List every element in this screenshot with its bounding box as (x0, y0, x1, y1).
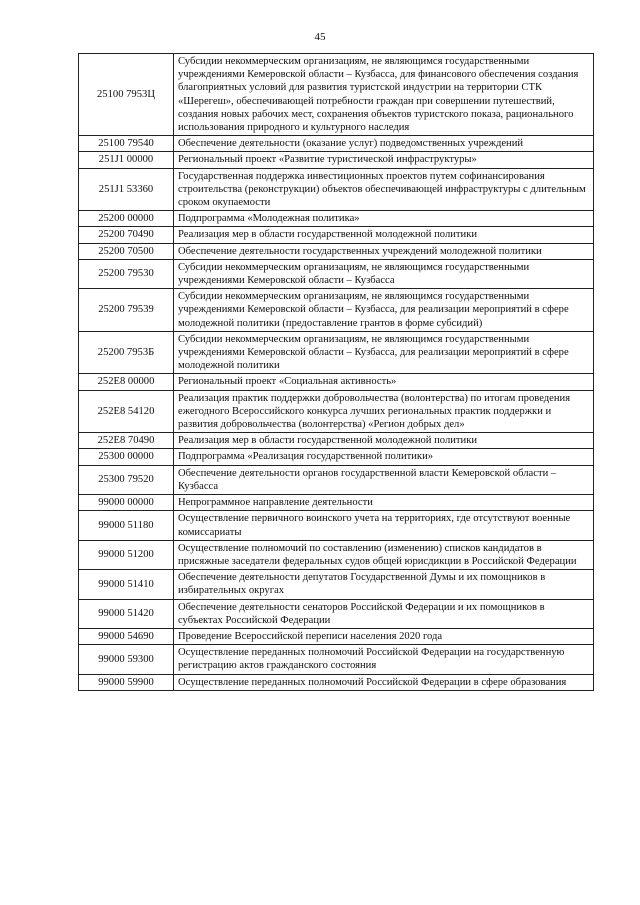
table-row (79, 54, 594, 136)
row-description: Региональный проект «Развитие туристической инфраструктуры» (174, 152, 594, 168)
row-code: 251J1 53360 (79, 168, 174, 211)
row-description: Осуществление полномочий по составлению (изменению) списков кандидатов в присяжные заседатели федеральных судов общей юрисдикции в Российской Федерации (174, 540, 594, 569)
budget-classification-table (78, 53, 594, 691)
row-description: Осуществление переданных полномочий Российской Федерации в сфере образования (174, 674, 594, 690)
row-description: Субсидии некоммерческим организациям, не являющимся государственными учреждениями Кемеровской области – Кузбасса, для реализации мероприятий в сфере молодежной политики (предоставление грантов в форме субсидий) (174, 289, 594, 332)
row-code: 99000 51200 (79, 540, 174, 569)
table-row (79, 227, 594, 243)
table-row (79, 152, 594, 168)
table-row (79, 645, 594, 674)
table-row (79, 599, 594, 628)
row-description: Осуществление переданных полномочий Российской Федерации на государственную регистрацию актов гражданского состояния (174, 645, 594, 674)
row-description: Субсидии некоммерческим организациям, не являющимся государственными учреждениями Кемеровской области – Кузбасса (174, 259, 594, 288)
row-code: 25200 79530 (79, 259, 174, 288)
table-row (79, 465, 594, 494)
table-row (79, 570, 594, 599)
table-row (79, 390, 594, 433)
row-code: 99000 54690 (79, 628, 174, 644)
table-row (79, 136, 594, 152)
row-code: 25200 7953Б (79, 331, 174, 374)
row-code: 99000 51180 (79, 511, 174, 540)
row-description: Субсидии некоммерческим организациям, не являющимся государственными учреждениями Кемеровской области – Кузбасса, для реализации мероприятий в сфере молодежной политики (174, 331, 594, 374)
row-description: Обеспечение деятельности депутатов Государственной Думы и их помощников в избирательных округах (174, 570, 594, 599)
row-code: 25100 79540 (79, 136, 174, 152)
table-row (79, 211, 594, 227)
table-row (79, 289, 594, 332)
row-code: 25100 7953Ц (79, 54, 174, 136)
row-description: Проведение Всероссийской переписи населения 2020 года (174, 628, 594, 644)
row-code: 251J1 00000 (79, 152, 174, 168)
row-description: Субсидии некоммерческим организациям, не являющимся государственными учреждениями Кемеровской области – Кузбасса, для финансового обеспечения создания благоприятных условий для развития туристской индустрии на территории СТК «Шерегеш», обеспечивающей потребности граждан при совершении путешествий, создания новых рабочих мест, сохранения объектов туристского показа, рационального использования природного и культурного наследия (174, 54, 594, 136)
table-row (79, 168, 594, 211)
row-description: Обеспечение деятельности государственных учреждений молодежной политики (174, 243, 594, 259)
row-description: Региональный проект «Социальная активность» (174, 374, 594, 390)
row-code: 25200 79539 (79, 289, 174, 332)
row-description: Реализация практик поддержки добровольчества (волонтерства) по итогам проведения ежегодного Всероссийского конкурса лучших региональных практик поддержки и развития добровольчества (волонтерства) «Регион добрых дел» (174, 390, 594, 433)
row-code: 99000 59900 (79, 674, 174, 690)
row-code: 99000 51420 (79, 599, 174, 628)
row-code: 25200 00000 (79, 211, 174, 227)
row-description: Осуществление первичного воинского учета на территориях, где отсутствуют военные комиссариаты (174, 511, 594, 540)
row-code: 252E8 54120 (79, 390, 174, 433)
table-row (79, 511, 594, 540)
row-description: Подпрограмма «Молодежная политика» (174, 211, 594, 227)
table-row (79, 540, 594, 569)
table-row (79, 674, 594, 690)
row-description: Обеспечение деятельности (оказание услуг) подведомственных учреждений (174, 136, 594, 152)
table-row (79, 495, 594, 511)
page-number: 45 (314, 31, 326, 43)
row-code: 25200 70490 (79, 227, 174, 243)
row-code: 99000 59300 (79, 645, 174, 674)
row-code: 25300 79520 (79, 465, 174, 494)
row-code: 25300 00000 (79, 449, 174, 465)
row-description: Реализация мер в области государственной молодежной политики (174, 227, 594, 243)
table-row (79, 243, 594, 259)
table-row (79, 259, 594, 288)
table-body (79, 54, 594, 691)
table-row (79, 449, 594, 465)
row-description: Обеспечение деятельности органов государственной власти Кемеровской области – Кузбасса (174, 465, 594, 494)
table-row (79, 433, 594, 449)
row-description: Обеспечение деятельности сенаторов Российской Федерации и их помощников в субъектах Российской Федерации (174, 599, 594, 628)
table-row (79, 331, 594, 374)
row-code: 99000 00000 (79, 495, 174, 511)
row-code: 252E8 00000 (79, 374, 174, 390)
row-code: 252E8 70490 (79, 433, 174, 449)
row-description: Государственная поддержка инвестиционных проектов путем софинансирования строительства (реконструкции) объектов обеспечивающей инфраструктуры с длительным сроком окупаемости (174, 168, 594, 211)
row-description: Подпрограмма «Реализация государственной политики» (174, 449, 594, 465)
row-code: 99000 51410 (79, 570, 174, 599)
row-description: Реализация мер в области государственной молодежной политики (174, 433, 594, 449)
row-code: 25200 70500 (79, 243, 174, 259)
row-description: Непрограммное направление деятельности (174, 495, 594, 511)
table-row (79, 628, 594, 644)
table-row (79, 374, 594, 390)
